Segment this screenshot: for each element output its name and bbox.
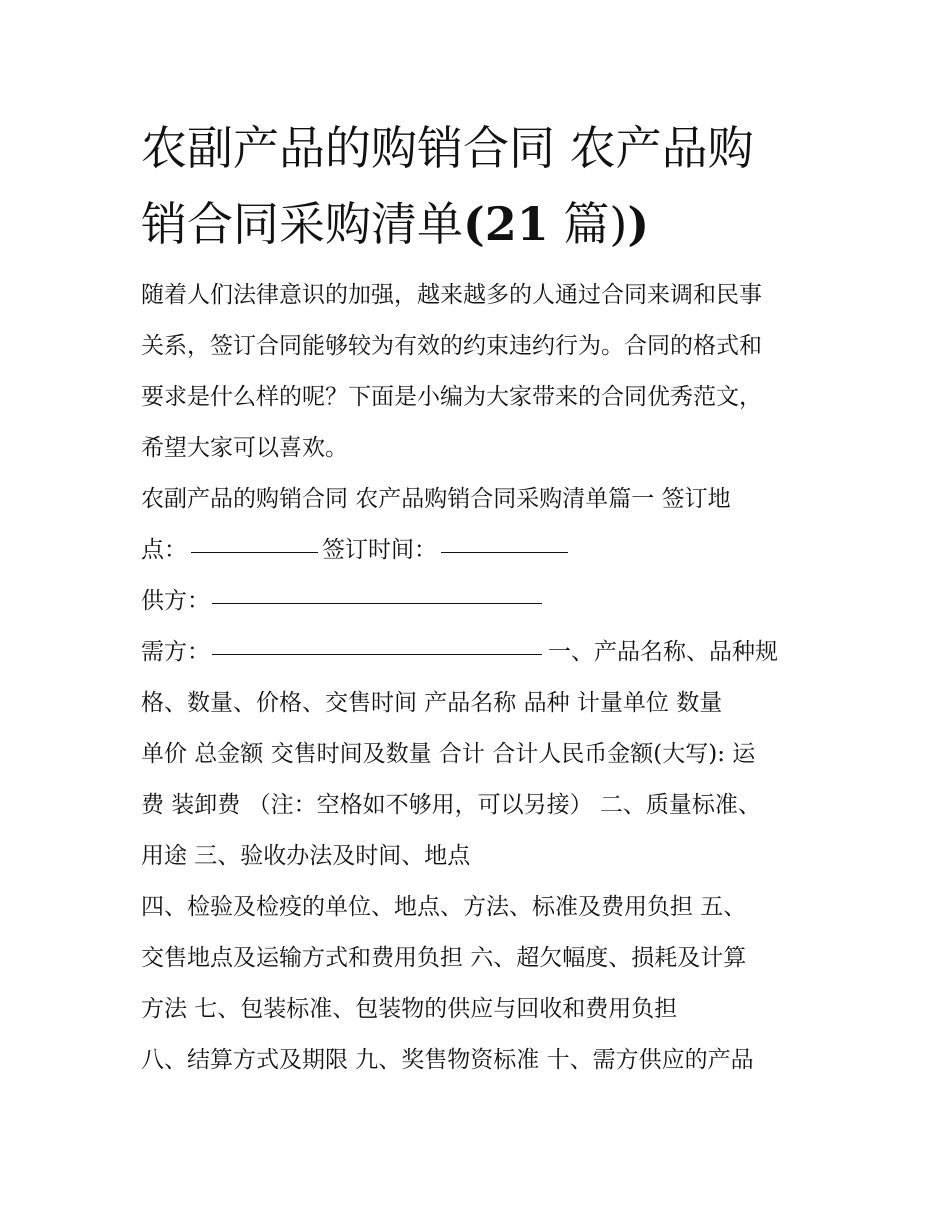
body-line: 交售地点及运输方式和费用负担 六、超欠幅度、损耗及计算 [141,945,747,971]
buyer-label: 需方： [141,639,210,665]
supplier-blank[interactable] [212,602,542,604]
title-line-2 [141,186,821,262]
body-line: 单价 总金额 交售时间及数量 合计 合计人民币金额(大写): 运 [141,741,756,767]
intro-line: 希望大家可以喜欢。 [141,435,348,461]
title-count: (21 [463,197,549,251]
title-line-1: 农副产品的购销合同 农产品购 [141,121,754,175]
buyer-line [141,627,821,678]
document-content [141,110,821,1086]
body-line: 费 装卸费 （注：空格如不够用，可以另接） 二、质量标准、 [141,792,761,818]
sign-place-blank[interactable] [191,551,318,553]
buyer-blank[interactable] [212,653,542,655]
intro-line: 关系，签订合同能够较为有效的约束违约行为。合同的格式和 [141,333,762,359]
body-line: 格、数量、价格、交售时间 产品名称 品种 计量单位 数量 [141,690,723,716]
sign-place-time-line [141,525,821,576]
sign-place-label: 点： [141,537,187,563]
title-line-2-text: 销合同采购清单 [141,197,463,251]
body-line: 用途 三、验收办法及时间、地点 [141,843,471,869]
title-suffix: 篇) [548,197,628,251]
document-title [141,110,821,262]
supplier-label: 供方： [141,588,210,614]
section-heading-line: 农副产品的购销合同 农产品购销合同采购清单篇一 签订地 [141,486,731,512]
body-line: 八、结算方式及期限 九、奖售物资标准 十、需方供应的产品 [141,1047,754,1073]
sign-time-label: 签订时间： [322,537,437,563]
intro-line: 随着人们法律意识的加强，越来越多的人通过合同来调和民事 [141,282,762,308]
body-line: 四、检验及检疫的单位、地点、方法、标准及费用负担 五、 [141,894,747,920]
title-close-paren: ) [627,197,650,251]
body-line: 方法 七、包装标准、包装物的供应与回收和费用负担 [141,996,678,1022]
supplier-line [141,576,821,627]
buyer-tail-text: 一、产品名称、品种规 [548,639,778,665]
intro-line: 要求是什么样的呢？下面是小编为大家带来的合同优秀范文， [141,384,762,410]
sign-time-blank[interactable] [441,551,568,553]
document-body [141,270,821,1086]
